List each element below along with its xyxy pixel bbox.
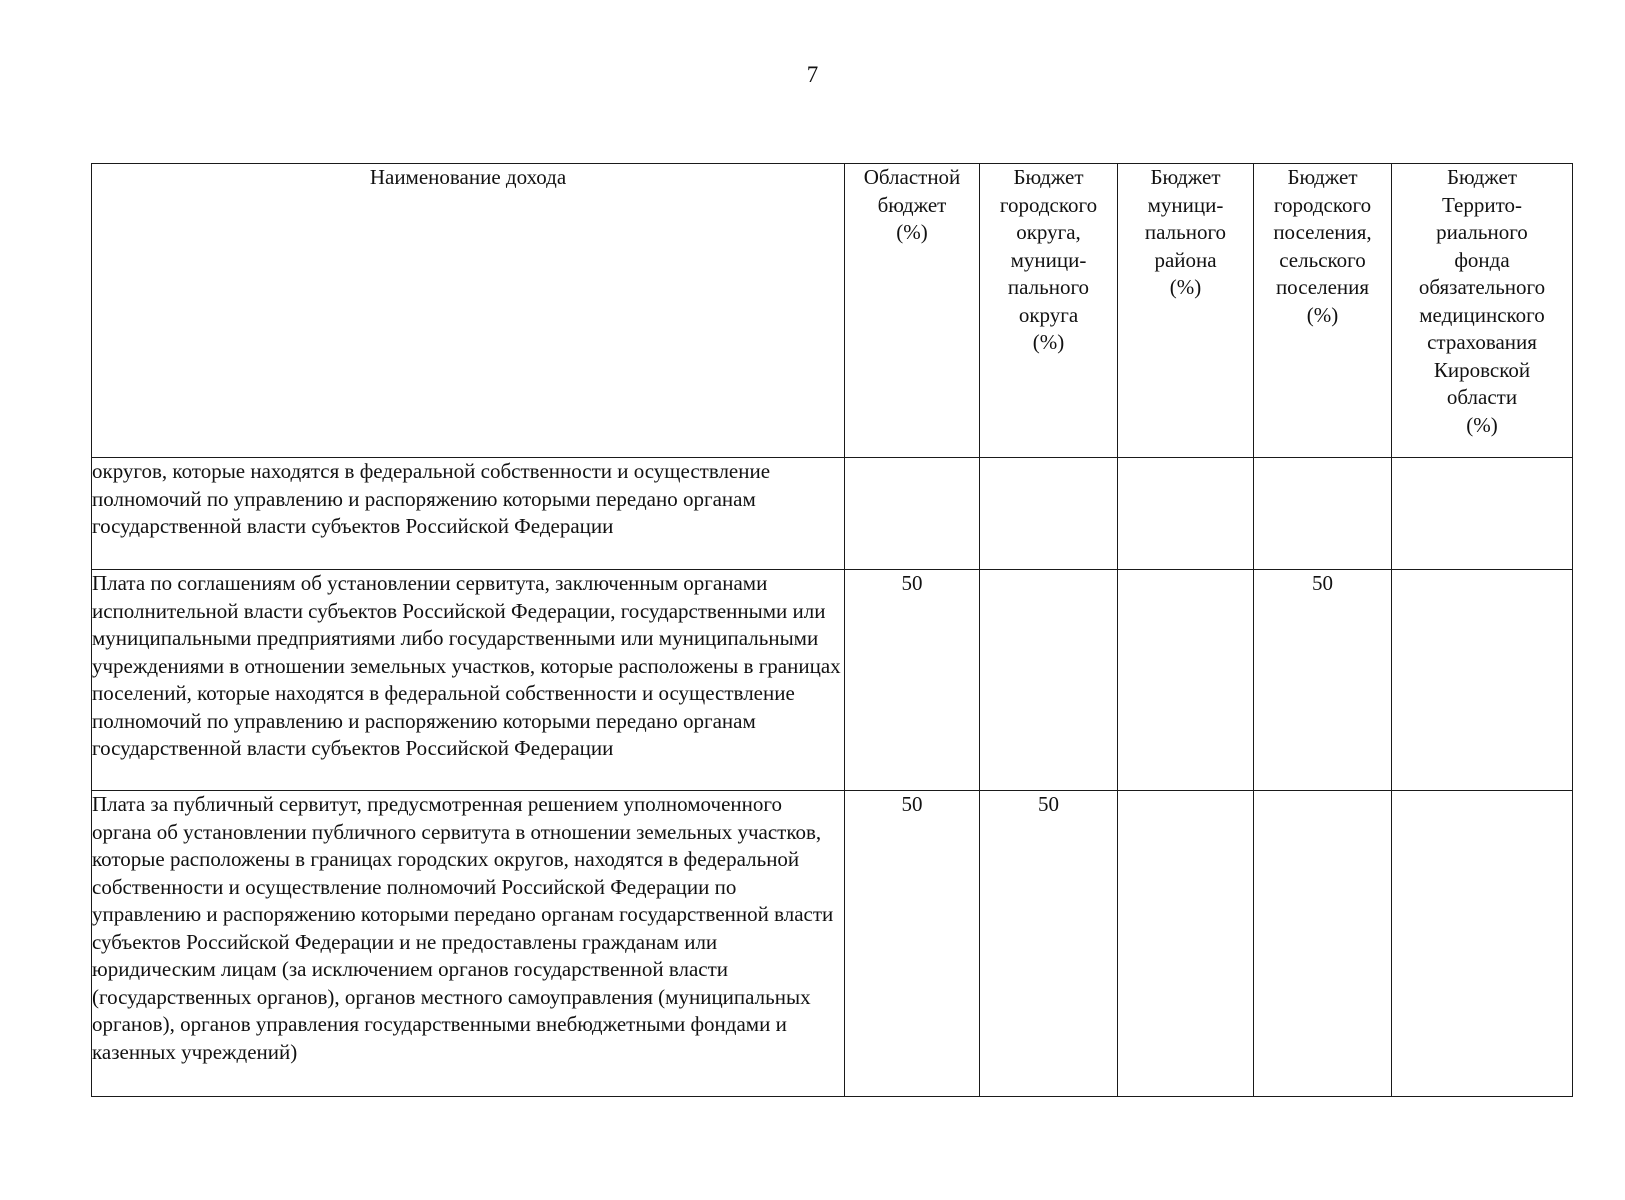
table-row (92, 570, 1573, 791)
medical-fund-budget-cell (1392, 570, 1573, 791)
city-district-budget-cell (980, 570, 1118, 791)
header-municipal-district-budget: Бюджет муници- пального района (%) (1118, 164, 1254, 458)
header-settlement-budget: Бюджет городского поселения, сельского поселения (%) (1254, 164, 1392, 458)
medical-fund-budget-cell (1392, 791, 1573, 1097)
table-header-row (92, 164, 1573, 458)
header-regional-budget: Областной бюджет (%) (845, 164, 980, 458)
regional-budget-cell: 50 (845, 570, 980, 791)
page-number: 7 (806, 62, 819, 87)
city-district-budget-cell (980, 458, 1118, 570)
table-row (92, 791, 1573, 1097)
settlement-budget-cell (1254, 458, 1392, 570)
income-distribution-table (91, 163, 1573, 1097)
table-row (92, 458, 1573, 570)
header-medical-insurance-fund-budget: Бюджет Террито- риального фонда обязательного медицинского страхования Кировской области (%) (1392, 164, 1573, 458)
settlement-budget-cell (1254, 791, 1392, 1097)
income-name-cell: Плата за публичный сервитут, предусмотренная решением уполномоченного органа об установлении публичного сервитута в отношении земельных участков, которые расположены в границах городских округов, находятся в федеральной собственности и осуществление полномочий Российской Федерации по управлению и распоряжению которыми передано органам государственной власти субъектов Российской Федерации и не предоставлены гражданам или юридическим лицам (за исключением органов государственной власти (государственных органов), органов местного самоуправления (муниципальных органов), органов управления государственными внебюджетными фондами и казенных учреждений) (92, 791, 845, 1097)
regional-budget-cell (845, 458, 980, 570)
header-city-district-budget: Бюджет городского округа, муници- пального округа (%) (980, 164, 1118, 458)
municipal-district-budget-cell (1118, 570, 1254, 791)
city-district-budget-cell: 50 (980, 791, 1118, 1097)
income-name-cell: округов, которые находятся в федеральной собственности и осуществление полномочий по управлению и распоряжению которыми передано органам государственной власти субъектов Российской Федерации (92, 458, 845, 570)
municipal-district-budget-cell (1118, 458, 1254, 570)
settlement-budget-cell: 50 (1254, 570, 1392, 791)
header-income-name: Наименование дохода (92, 164, 845, 458)
municipal-district-budget-cell (1118, 791, 1254, 1097)
regional-budget-cell: 50 (845, 791, 980, 1097)
medical-fund-budget-cell (1392, 458, 1573, 570)
income-name-cell: Плата по соглашениям об установлении сервитута, заключенным органами исполнительной власти субъектов Российской Федерации, государственными или муниципальными предприятиями либо государственными или муниципальными учреждениями в отношении земельных участков, которые расположены в границах поселений, которые находятся в федеральной собственности и осуществление полномочий по управлению и распоряжению которыми передано органам государственной власти субъектов Российской Федерации (92, 570, 845, 791)
